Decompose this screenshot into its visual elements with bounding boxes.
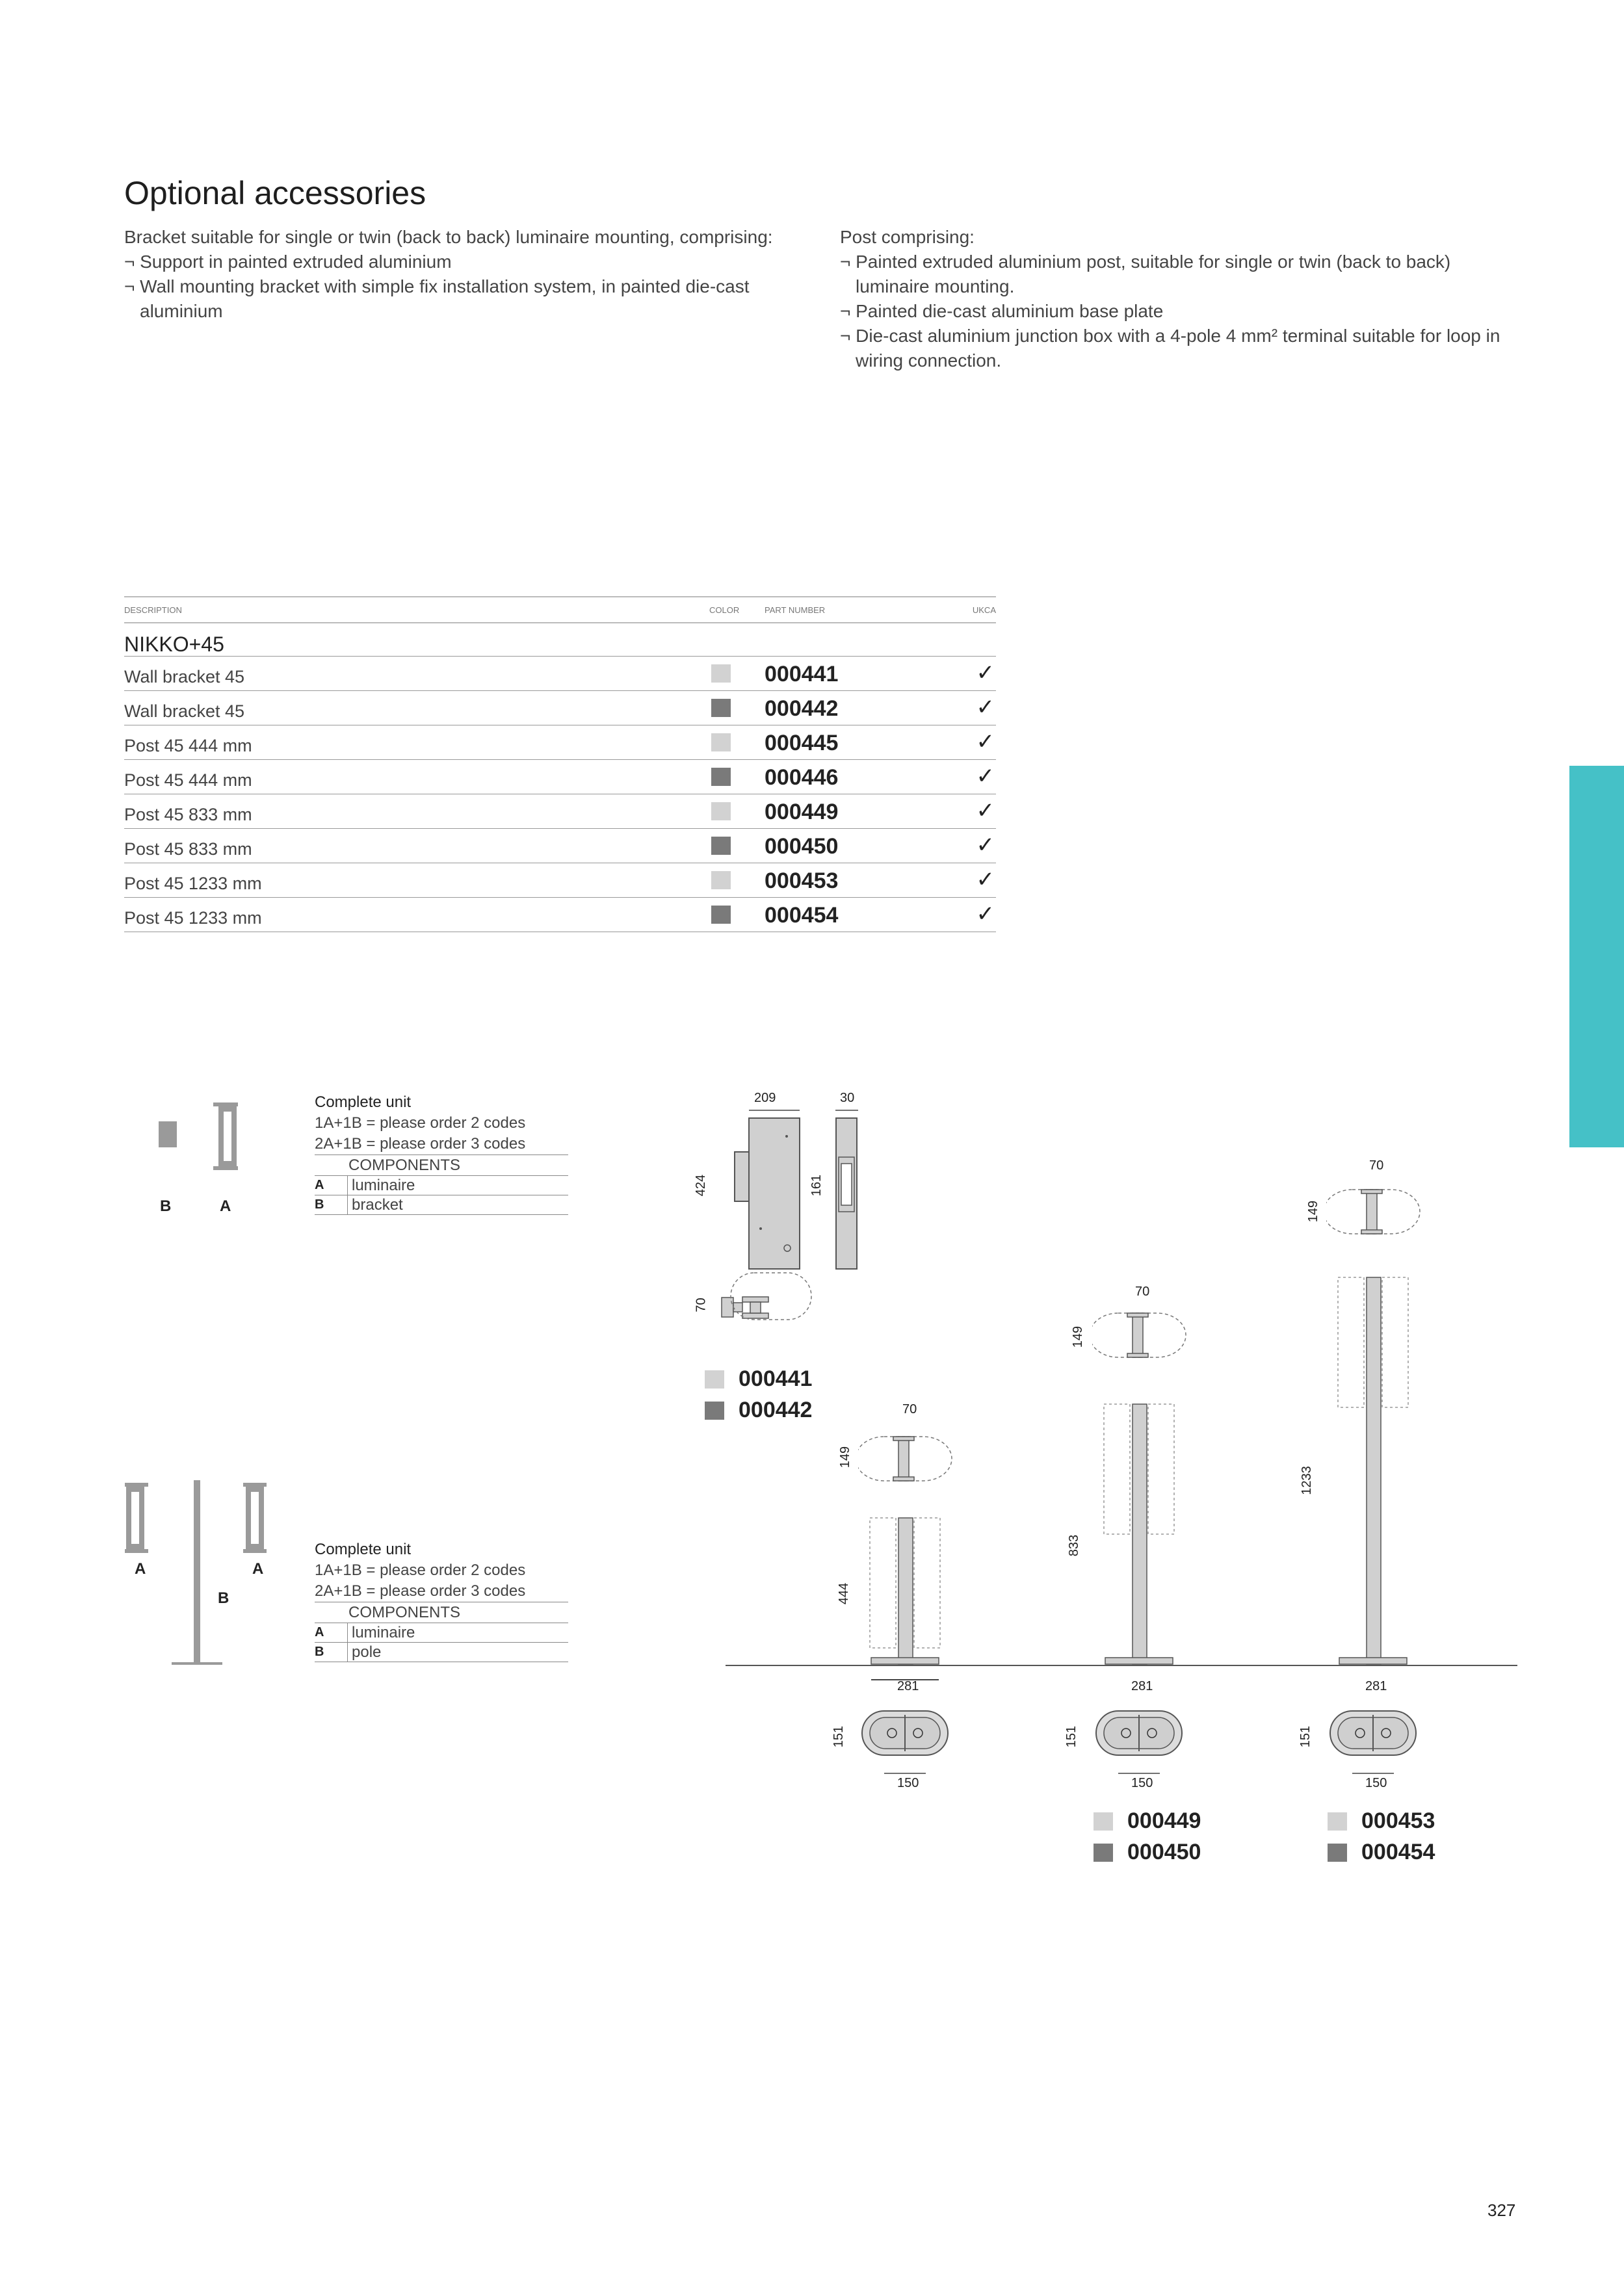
component-row [315,1643,568,1662]
dim-height: 444 [837,1582,852,1605]
ukca-check-icon: ✓ [976,798,995,823]
color-swatch-dark [1094,1844,1113,1862]
post-1233-code-dark [1328,1840,1435,1865]
row-description: Post 45 444 mm [124,736,252,755]
post-base [1339,1658,1407,1664]
page-title: Optional accessories [124,175,426,211]
label-a: A [220,1197,231,1215]
part-number: 000441 [739,1366,813,1391]
bracket-intro: Bracket suitable for single or twin (back to back) luminaire mounting, comprising: [124,227,773,247]
post-833-drawing [1092,1294,1196,1801]
part-number: 000441 [765,662,839,686]
row-description: Wall bracket 45 [124,667,245,686]
header-ukca: UKCA [972,605,996,615]
bracket-top-view [722,1273,811,1320]
dim-inner: 161 [809,1174,824,1197]
product-table [124,596,996,932]
ukca-check-icon: ✓ [976,729,995,754]
pole-base [172,1662,222,1665]
bracket-item: ¬ Support in painted extruded aluminium [124,252,452,272]
part-number: 000454 [765,903,839,928]
color-swatch-dark [711,906,731,924]
luminaire-part-a [125,1483,148,1553]
pole-part-b [194,1480,200,1663]
dim-top-width: 70 [1369,1158,1384,1173]
bracket-front-view [749,1118,800,1269]
dim-top-depth: 149 [1071,1325,1086,1348]
post-base-plan [1330,1711,1416,1773]
part-number: 000445 [765,731,839,755]
color-swatch-dark [711,837,731,855]
table-row [124,657,996,691]
color-swatch-light [711,664,731,683]
section-tab-marker [1569,766,1624,1147]
component-value: pole [352,1643,382,1661]
header-color: COLOR [709,605,740,615]
color-swatch-light [705,1370,724,1389]
dim-fix: 150 [1365,1776,1387,1790]
component-value: luminaire [352,1177,415,1194]
dim-height: 833 [1067,1534,1082,1557]
post-intro: Post comprising: [840,227,975,247]
dim-fix: 150 [1131,1776,1153,1790]
ukca-check-icon: ✓ [976,695,995,720]
table-row [124,725,996,760]
dim-height: 424 [694,1174,709,1197]
part-number: 000453 [765,868,839,893]
post-833-code-light [1094,1808,1201,1834]
table-row [124,829,996,863]
components-header: COMPONENTS [315,1155,568,1176]
table-header [124,596,996,623]
dim-base-length: 281 [1131,1679,1153,1693]
dim-height: 1233 [1299,1466,1314,1495]
complete-unit-bracket [315,1092,568,1215]
dim-top-depth: 149 [838,1446,853,1468]
product-family [124,623,996,657]
post-444-drawing [858,1417,962,1801]
post-base [1105,1658,1173,1664]
label-b: B [160,1197,172,1215]
row-description: Wall bracket 45 [124,701,245,721]
post-1233-drawing [1326,1164,1430,1801]
unit-line: 2A+1B = please order 3 codes [315,1581,568,1602]
complete-unit-pole [315,1539,568,1662]
dim-top: 70 [694,1298,709,1312]
dim-base-length: 281 [897,1679,919,1693]
dim-fix: 150 [897,1776,919,1790]
table-row [124,863,996,898]
part-number: 000446 [765,765,839,790]
post-item: ¬ Painted extruded aluminium post, suitable for single or twin (back to back) luminaire mounting. [840,252,1451,296]
part-number: 000442 [765,696,839,721]
component-value: bracket [352,1196,403,1214]
post-shaft [1367,1277,1381,1664]
dim-width: 209 [754,1091,776,1105]
bracket-part-b [159,1121,177,1147]
bracket-unit-icon [150,1099,260,1177]
part-number: 000450 [765,834,839,859]
color-swatch-dark [711,699,731,717]
component-row [315,1176,568,1195]
page-number: 327 [1487,2200,1516,2220]
color-swatch-light [1094,1812,1113,1831]
unit-line: 1A+1B = please order 2 codes [315,1561,526,1579]
luminaire-part-a [243,1483,267,1553]
post-item: ¬ Painted die-cast aluminium base plate [840,301,1164,321]
label-a: A [135,1560,146,1578]
bracket-code-dark [705,1398,812,1423]
ukca-check-icon: ✓ [976,867,995,892]
bracket-code-light [705,1366,812,1392]
bracket-item: ¬ Wall mounting bracket with simple fix installation system, in painted die-cast aluminium [124,276,750,321]
label-b: B [218,1589,229,1607]
row-description: Post 45 1233 mm [124,908,262,928]
color-swatch-dark [711,768,731,786]
part-number: 000453 [1361,1808,1435,1833]
color-swatch-light [711,733,731,751]
components-header: COMPONENTS [315,1602,568,1623]
dim-depth: 30 [840,1091,855,1105]
color-swatch-dark [1328,1844,1347,1862]
component-row [315,1623,568,1643]
row-description: Post 45 444 mm [124,770,252,790]
ukca-check-icon: ✓ [976,833,995,857]
row-description: Post 45 1233 mm [124,874,262,893]
post-shaft [898,1518,913,1664]
post-833-code-dark [1094,1840,1201,1865]
post-base [871,1658,939,1664]
ukca-check-icon: ✓ [976,660,995,685]
part-number: 000449 [765,800,839,824]
label-a: A [252,1560,264,1578]
dim-base-width: 151 [1064,1725,1079,1748]
post-description [840,225,1523,373]
component-key: B [315,1195,348,1214]
part-number: 000442 [739,1398,813,1422]
ukca-check-icon: ✓ [976,764,995,789]
row-description: Post 45 833 mm [124,805,252,824]
dim-base-length: 281 [1365,1679,1387,1693]
bracket-drawing [702,1099,897,1365]
header-part-number: PART NUMBER [765,605,826,615]
unit-title: Complete unit [315,1541,412,1558]
unit-line: 2A+1B = please order 3 codes [315,1134,568,1155]
color-swatch-dark [705,1402,724,1420]
bracket-description [124,225,800,324]
post-item: ¬ Die-cast aluminium junction box with a 4-pole 4 mm² terminal suitable for loop in wiring connection. [840,326,1500,371]
part-number: 000450 [1127,1840,1201,1864]
post-1233-code-light [1328,1808,1435,1834]
color-swatch-light [711,871,731,889]
dim-base-width: 151 [1298,1725,1313,1748]
ukca-check-icon: ✓ [976,902,995,926]
dim-base-width: 151 [832,1725,846,1748]
component-key: A [315,1623,348,1642]
table-row [124,760,996,794]
component-value: luminaire [352,1624,415,1641]
table-row [124,898,996,932]
post-base-plan [1096,1711,1182,1773]
table-row [124,691,996,725]
color-swatch-light [1328,1812,1347,1831]
post-shaft [1133,1404,1147,1664]
family-name: NIKKO+45 [124,633,224,656]
component-key: B [315,1643,348,1662]
table-row [124,794,996,829]
dim-top-width: 70 [1135,1285,1150,1299]
component-row [315,1195,568,1215]
component-key: A [315,1176,348,1195]
dim-top-width: 70 [902,1402,917,1416]
row-description: Post 45 833 mm [124,839,252,859]
part-number: 000449 [1127,1808,1201,1833]
dim-top-depth: 149 [1306,1200,1321,1223]
unit-line: 1A+1B = please order 2 codes [315,1114,526,1132]
luminaire-part-a [213,1102,238,1170]
unit-title: Complete unit [315,1093,412,1111]
part-number: 000454 [1361,1840,1435,1864]
post-base-plan [862,1711,948,1773]
color-swatch-light [711,802,731,820]
header-description: DESCRIPTION [124,605,182,615]
